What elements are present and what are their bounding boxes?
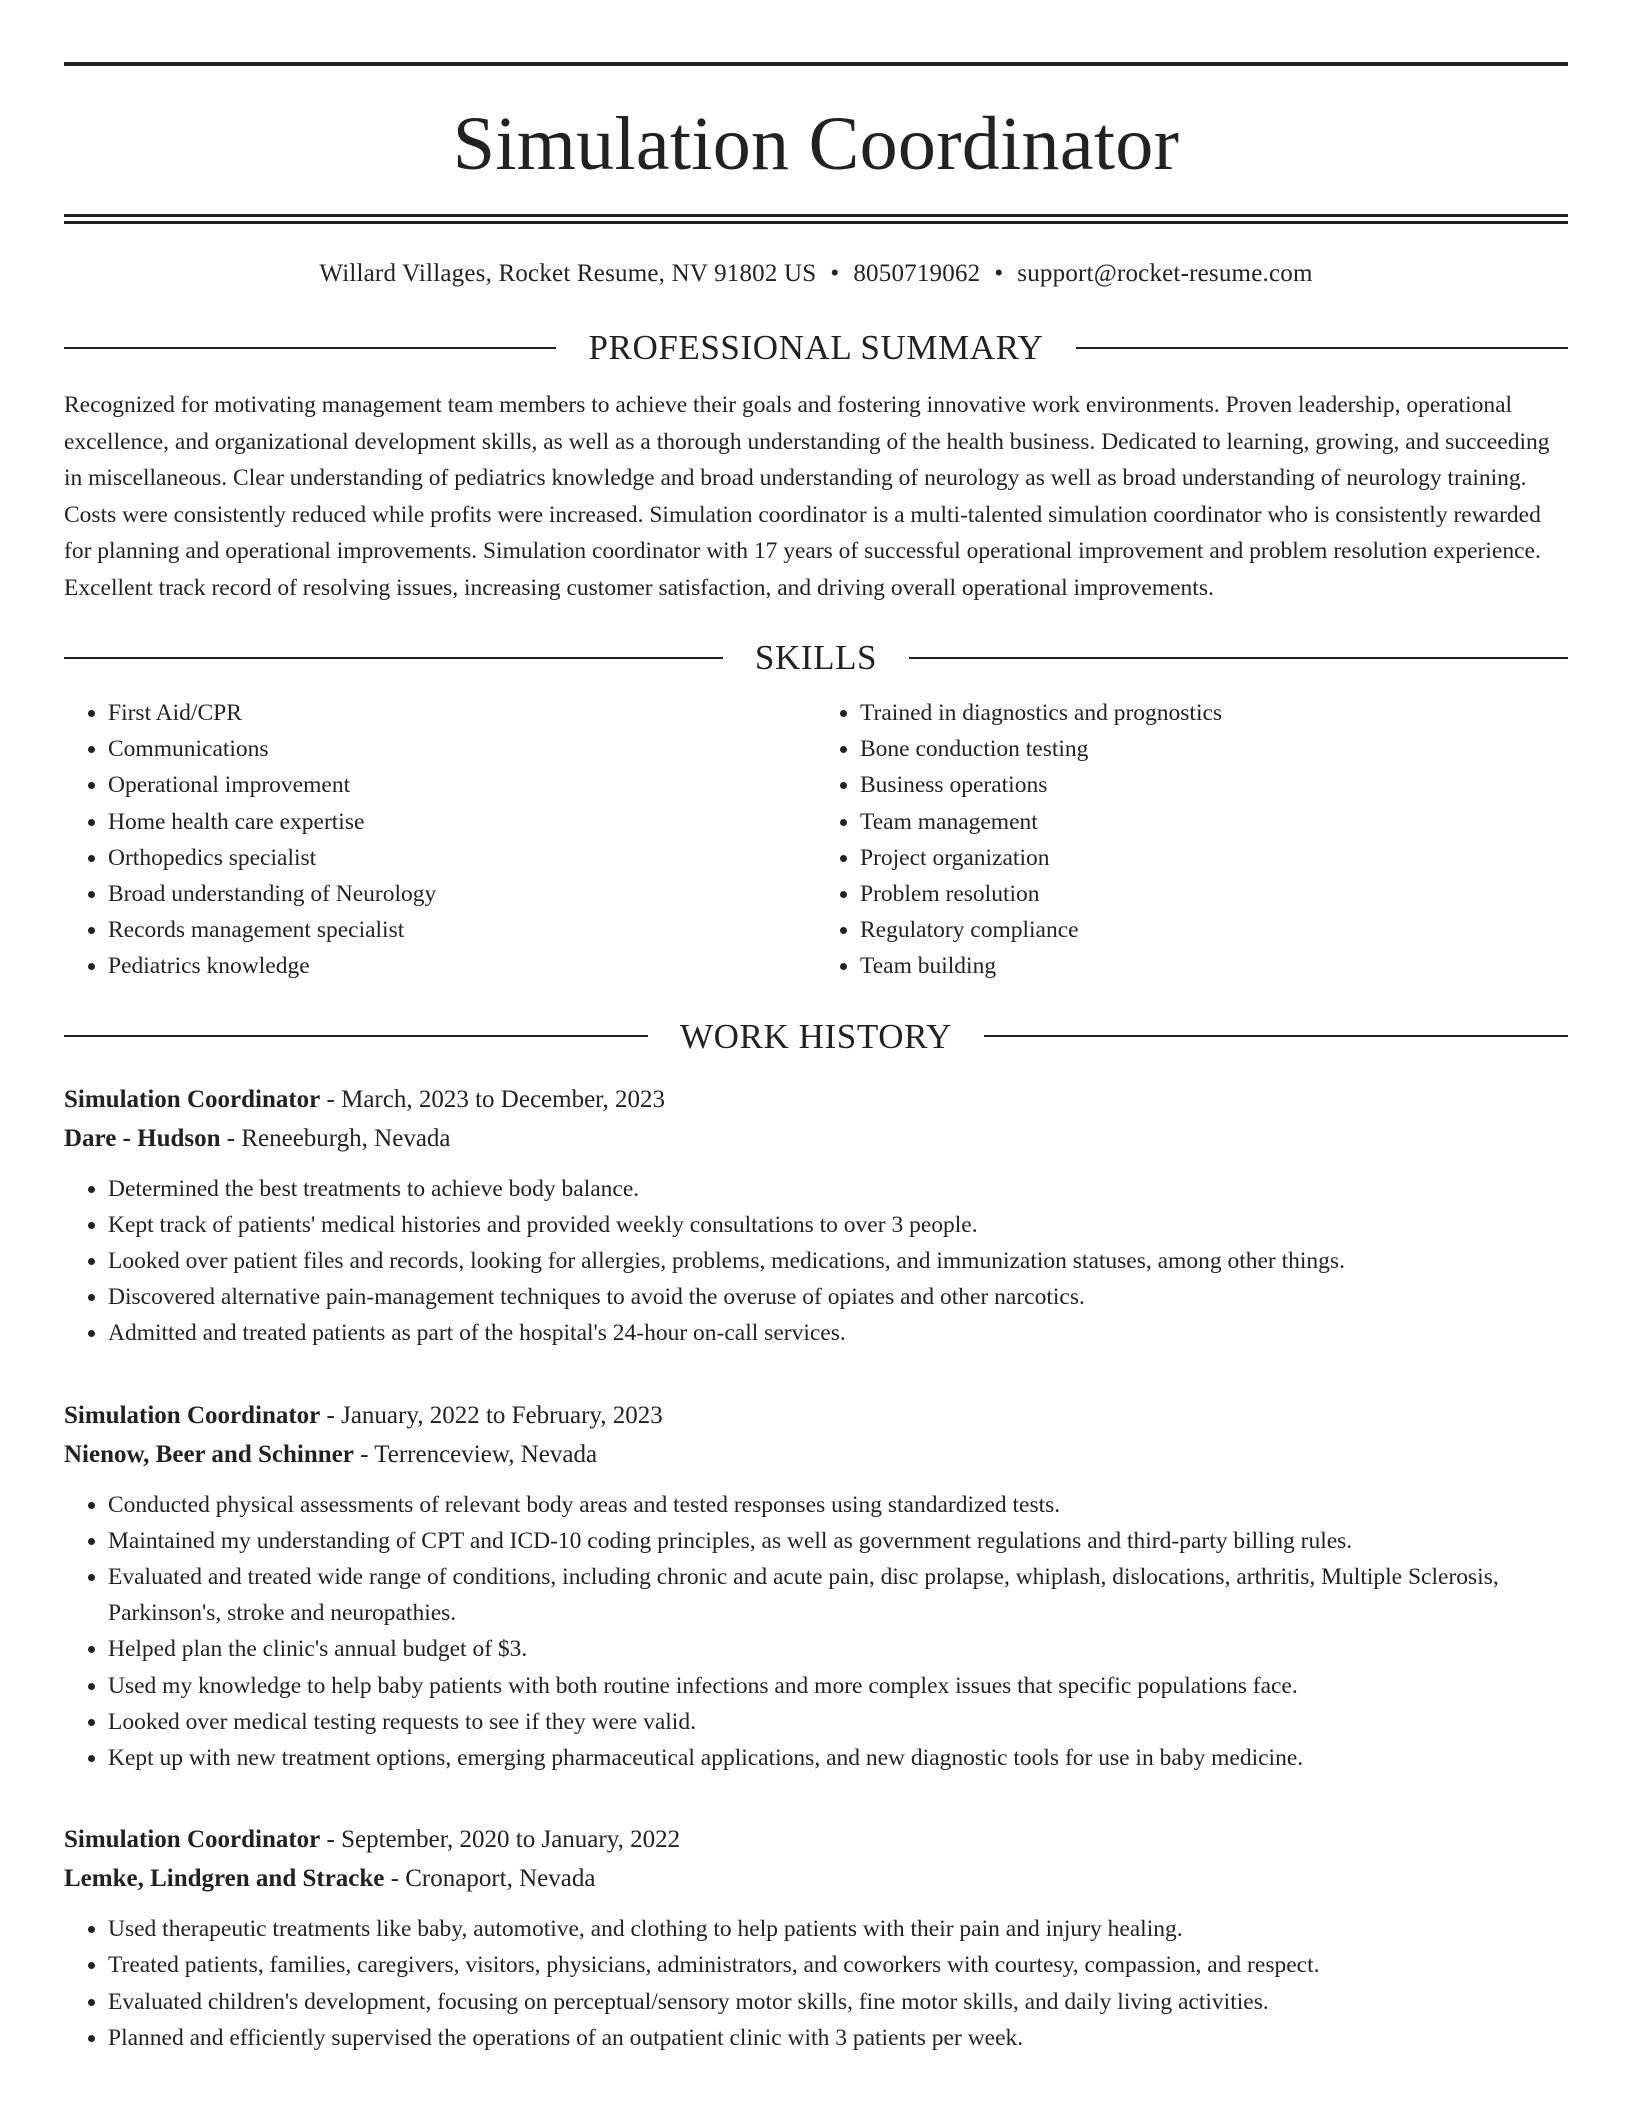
top-rule	[64, 62, 1568, 66]
contact-phone: 8050719062	[853, 260, 981, 287]
job-dates: - March, 2023 to December, 2023	[320, 1085, 666, 1113]
job-entry	[64, 1396, 1568, 1777]
skill-item: • Records management specialist	[108, 912, 816, 948]
job-company-line	[64, 1859, 1568, 1898]
skills-section-heading	[64, 640, 1568, 675]
work-section-heading	[64, 1016, 1568, 1056]
skill-item: • Operational improvement	[108, 767, 816, 803]
work-heading: WORK HISTORY	[680, 1016, 952, 1056]
heading-rule-left	[64, 347, 556, 349]
job-company-line	[64, 1119, 1568, 1158]
job-duty: • Evaluated children's development, focusing on perceptual/sensory motor skills, fine motor skills, and daily living activities.	[108, 1984, 1568, 2020]
heading-rule-left	[64, 657, 723, 659]
job-duty: • Treated patients, families, caregivers, visitors, physicians, administrators, and coworkers with courtesy, compassion, and respect.	[108, 1947, 1568, 1983]
heading-rule-left	[64, 1035, 648, 1037]
job-duty: • Discovered alternative pain-management techniques to avoid the overuse of opiates and other narcotics.	[108, 1279, 1568, 1315]
skills-column-right	[816, 695, 1568, 985]
job-duty: • Determined the best treatments to achieve body balance.	[108, 1171, 1568, 1207]
skill-item: • Team building	[860, 948, 1568, 984]
heading-rule-right	[1076, 347, 1568, 349]
resume-title: Simulation Coordinator	[452, 102, 1180, 186]
job-title: Simulation Coordinator	[64, 1401, 321, 1429]
job-duty: • Evaluated and treated wide range of conditions, including chronic and acute pain, disc prolapse, whiplash, dislocations, arthritis, Multiple Sclerosis, Parkinson's, stroke and neuropathies.	[108, 1559, 1568, 1631]
skill-item: • Communications	[108, 731, 816, 767]
job-title-line	[64, 1396, 1568, 1435]
skill-item: • First Aid/CPR	[108, 695, 816, 731]
title-double-rule	[64, 214, 1568, 224]
job-duties	[64, 1911, 1568, 2056]
job-company: Lemke, Lindgren and Stracke	[64, 1865, 385, 1893]
job-title: Simulation Coordinator	[64, 1826, 321, 1854]
summary-heading: PROFESSIONAL SUMMARY	[588, 328, 1044, 367]
job-company-line	[64, 1435, 1568, 1474]
job-duty: • Kept track of patients' medical histories and provided weekly consultations to over 3 people.	[108, 1207, 1568, 1243]
skill-item: • Problem resolution	[860, 876, 1568, 912]
heading-rule-right	[984, 1035, 1568, 1037]
job-duties	[64, 1171, 1568, 1352]
skills-heading: SKILLS	[754, 638, 878, 677]
heading-rule-right	[909, 657, 1568, 659]
job-entry	[64, 1820, 1568, 2056]
skill-item: • Business operations	[860, 767, 1568, 803]
skill-item: • Regulatory compliance	[860, 912, 1568, 948]
job-duty: • Used therapeutic treatments like baby, automotive, and clothing to help patients with their pain and injury healing.	[108, 1911, 1568, 1947]
skill-item: • Broad understanding of Neurology	[108, 876, 816, 912]
job-duty: • Looked over patient files and records, looking for allergies, problems, medications, and immunization statuses, among other things.	[108, 1243, 1568, 1279]
job-entry	[64, 1080, 1568, 1352]
job-duty: • Helped plan the clinic's annual budget of $3.	[108, 1631, 1568, 1667]
job-duty: • Used my knowledge to help baby patients with both routine infections and more complex issues that specific populations face.	[108, 1668, 1568, 1704]
job-duty: • Planned and efficiently supervised the operations of an outpatient clinic with 3 patients per week.	[108, 2020, 1568, 2056]
job-company: Nienow, Beer and Schinner	[64, 1440, 354, 1468]
summary-section-heading	[64, 330, 1568, 365]
job-duties	[64, 1487, 1568, 1777]
job-location: - Terrenceview, Nevada	[353, 1440, 598, 1468]
job-duty: • Conducted physical assessments of relevant body areas and tested responses using standardized tests.	[108, 1487, 1568, 1523]
job-duty: • Looked over medical testing requests to see if they were valid.	[108, 1704, 1568, 1740]
contact-separator: •	[994, 260, 1004, 287]
skill-item: • Trained in diagnostics and prognostics	[860, 695, 1568, 731]
job-duty: • Admitted and treated patients as part of the hospital's 24-hour on-call services.	[108, 1315, 1568, 1351]
skill-item: • Orthopedics specialist	[108, 840, 816, 876]
contact-separator: •	[830, 260, 840, 287]
skill-item: • Pediatrics knowledge	[108, 948, 816, 984]
job-dates: - September, 2020 to January, 2022	[320, 1826, 681, 1854]
job-location: - Reneeburgh, Nevada	[220, 1124, 451, 1152]
skill-item: • Team management	[860, 804, 1568, 840]
contact-line	[64, 260, 1568, 288]
skills-list	[64, 695, 1568, 985]
job-duty: • Maintained my understanding of CPT and ICD-10 coding principles, as well as government regulations and third-party billing rules.	[108, 1523, 1568, 1559]
job-title: Simulation Coordinator	[64, 1085, 321, 1113]
contact-address: Willard Villages, Rocket Resume, NV 91802 US	[319, 260, 817, 287]
summary-text: Recognized for motivating management team members to achieve their goals and fostering innovative work environments. Proven leadership, operational excellence, and organizational development skills, as well as a thorough understanding of the health business. Dedicated to learning, growing, and succeeding in miscellaneous. Clear understanding of pediatrics knowledge and broad understanding of neurology as well as broad understanding of neurology training. Costs were consistently reduced while profits were increased. Simulation coordinator is a multi-talented simulation coordinator who is consistently rewarded for planning and operational improvements. Simulation coordinator with 17 years of successful operational improvement and problem resolution experience. Excellent track record of resolving issues, increasing customer satisfaction, and driving overall operational improvements.	[64, 392, 1550, 601]
job-location: - Cronaport, Nevada	[384, 1865, 596, 1893]
job-duty: • Kept up with new treatment options, emerging pharmaceutical applications, and new diagnostic tools for use in baby medicine.	[108, 1740, 1568, 1776]
job-company: Dare - Hudson	[64, 1124, 221, 1152]
skill-item: • Home health care expertise	[108, 804, 816, 840]
skill-item: • Project organization	[860, 840, 1568, 876]
skills-column-left	[64, 695, 816, 985]
contact-email: support@rocket-resume.com	[1017, 260, 1313, 287]
job-title-line	[64, 1080, 1568, 1119]
job-dates: - January, 2022 to February, 2023	[320, 1401, 663, 1429]
skill-item: • Bone conduction testing	[860, 731, 1568, 767]
job-title-line	[64, 1820, 1568, 1859]
